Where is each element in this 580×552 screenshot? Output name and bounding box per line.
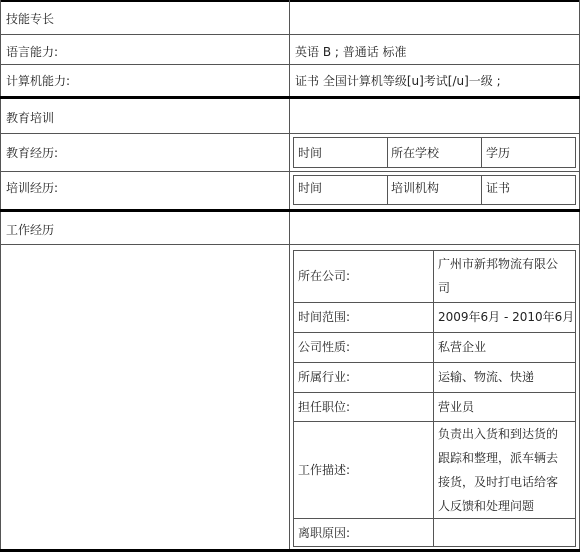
row-divider [0, 171, 580, 172]
work-row-label: 时间范围: [298, 310, 351, 324]
work-row-label: 所在公司: [298, 269, 351, 283]
work-row-value: 运输、物流、快递 [438, 370, 535, 384]
work-row-value: 负责出入货和到达货的 [438, 426, 559, 441]
work-row-value: 2009年6月 - 2010年6月 [438, 310, 575, 324]
education-label: 教育经历: [6, 146, 59, 160]
left-border [0, 0, 1, 96]
education-heading: 教育培训 [6, 111, 55, 125]
row-divider [0, 64, 580, 65]
row-divider [0, 133, 580, 134]
left-border [0, 212, 1, 552]
edu-col-degree: 学历 [486, 146, 511, 160]
row-divider [0, 34, 580, 35]
section-divider [0, 96, 580, 99]
training-label: 培训经历: [6, 181, 59, 195]
cell-divider [387, 137, 388, 168]
work-row-value: 接货，及时打电话给客 [438, 474, 559, 489]
cell-divider [481, 137, 482, 168]
top-border [0, 0, 580, 2]
work-row-label: 公司性质: [298, 340, 351, 354]
work-row-label: 所属行业: [298, 370, 351, 384]
edu-col-time: 时间 [298, 146, 323, 160]
work-row-divider [293, 421, 576, 422]
skills-heading: 技能专长 [6, 12, 55, 26]
work-row-value: 广州市新邦物流有限公 [438, 257, 559, 271]
work-heading: 工作经历 [6, 223, 55, 237]
train-col-time: 时间 [298, 181, 323, 195]
cell-divider [433, 250, 434, 547]
column-divider [289, 0, 290, 96]
left-border [0, 99, 1, 209]
cell-divider [387, 175, 388, 205]
cell-divider [481, 175, 482, 205]
language-label: 语言能力: [6, 45, 59, 59]
work-row-value: 私营企业 [438, 340, 487, 354]
row-divider [0, 244, 580, 245]
train-col-certificate: 证书 [486, 181, 511, 195]
train-col-institution: 培训机构 [391, 181, 440, 195]
work-row-value: 司 [438, 281, 451, 295]
column-divider [289, 99, 290, 209]
work-row-divider [293, 332, 576, 333]
computer-value: 证书 全国计算机等级[u]考试[/u]一级 ; [295, 74, 501, 88]
work-row-divider [293, 392, 576, 393]
work-row-label: 工作描述: [298, 462, 351, 477]
work-row-label: 担任职位: [298, 399, 351, 414]
section-divider [0, 209, 580, 212]
work-row-value: 人反馈和处理问题 [438, 498, 535, 513]
edu-col-school: 所在学校 [391, 146, 440, 160]
computer-label: 计算机能力: [6, 74, 71, 88]
work-row-value: 营业员 [438, 399, 475, 414]
work-row-value: 跟踪和整理，派车辆去 [438, 450, 559, 465]
column-divider [289, 212, 290, 552]
work-row-divider [293, 518, 576, 519]
work-row-divider [293, 362, 576, 363]
language-value: 英语 B ; 普通话 标准 [295, 45, 407, 59]
work-row-label: 离职原因: [298, 525, 351, 540]
work-row-divider [293, 302, 576, 303]
